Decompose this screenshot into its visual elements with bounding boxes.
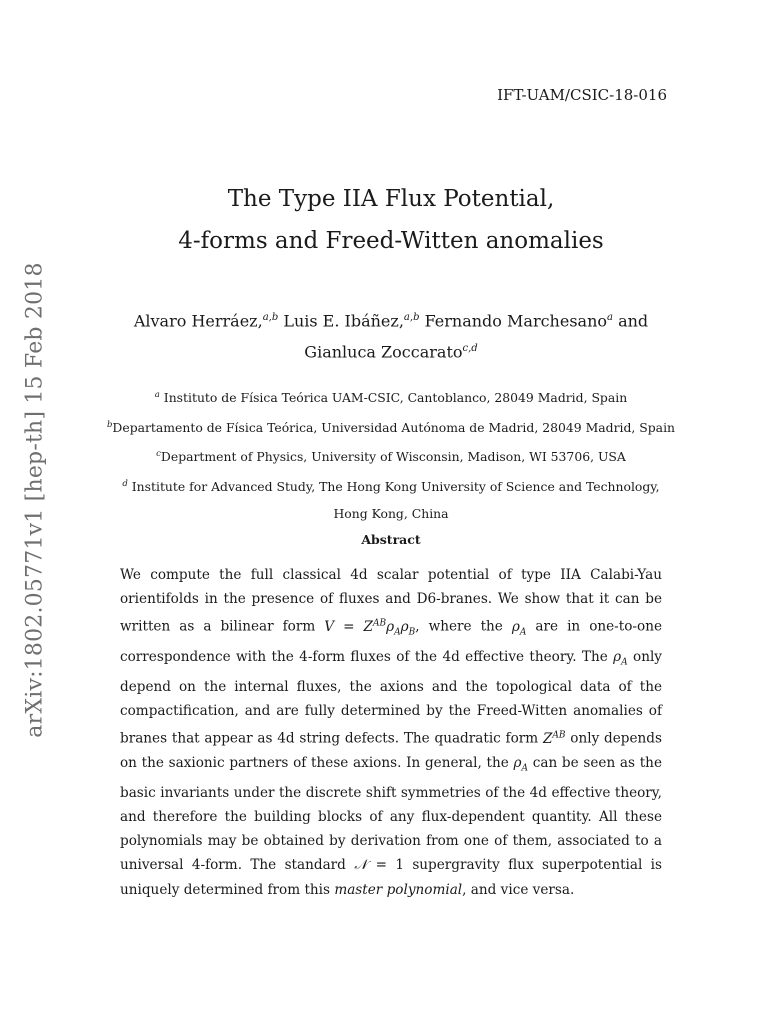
abstract-heading: Abstract xyxy=(361,532,421,547)
affiliation-b xyxy=(0,412,768,442)
math-z-ab xyxy=(543,731,566,747)
author-line-1 xyxy=(0,304,768,335)
math-rho-a xyxy=(613,648,628,668)
abstract-body xyxy=(120,563,662,902)
author-name: Alvaro Herráez, xyxy=(133,311,263,331)
math-rho-a xyxy=(511,618,527,638)
math-symbol: Z xyxy=(363,618,373,635)
author-conjunction: and xyxy=(618,311,649,331)
math-subscript: B xyxy=(408,627,416,638)
math-symbol: ρ xyxy=(511,618,520,635)
math-symbol: ρ xyxy=(400,618,409,635)
abstract-paragraph xyxy=(120,563,662,902)
author-affiliation-mark: c,d xyxy=(462,343,478,355)
math-symbol: = xyxy=(334,618,364,635)
affiliation-c xyxy=(0,441,768,471)
abstract-text: , where the xyxy=(415,618,512,635)
abstract-text: can be seen as the basic invariants under the discrete shift symmetries of the 4d effective theory, and therefore the building blocks of any flux-dependent quantity. All these polynomials may be obtained by derivation from one of them, associated to a universal 4-form. The standard xyxy=(120,754,662,874)
math-rho-a xyxy=(513,754,529,774)
author-affiliation-mark: a,b xyxy=(403,312,420,323)
arxiv-identifier-stamp: arXiv:1802.05771v1 [hep-th] 15 Feb 2018 xyxy=(22,262,48,738)
author-line-2 xyxy=(0,335,768,366)
math-symbol: ρ xyxy=(613,648,622,665)
affiliation-list xyxy=(0,382,768,527)
affiliation-d xyxy=(0,471,768,501)
affiliation-text: Institute for Advanced Study, The Hong Kong University of Science and Technology, xyxy=(127,479,660,494)
author-name: Fernando Marchesano xyxy=(424,311,608,331)
paper-title xyxy=(0,178,768,262)
author-list xyxy=(0,304,768,367)
affiliation-text: Departamento de Física Teórica, Universidad Autónoma de Madrid, 28049 Madrid, Spain xyxy=(112,419,676,435)
title-line-2: 4-forms and Freed-Witten anomalies xyxy=(178,228,604,254)
math-symbol: Z xyxy=(542,730,553,747)
emphasized-term: master polynomial xyxy=(334,881,463,898)
affiliation-text: Instituto de Física Teórica UAM-CSIC, Cantoblanco, 28049 Madrid, Spain xyxy=(159,390,628,406)
author-affiliation-mark: a xyxy=(607,312,613,323)
math-subscript: A xyxy=(521,763,528,774)
equation-bilinear-form xyxy=(324,618,416,638)
abstract-text: only depends on the saxionic partners of these axions. In general, the xyxy=(120,730,662,771)
abstract-text: We compute the full classical 4d scalar potential of type IIA Calabi-Yau orientifolds in the presence of fluxes and D6-branes. We show that it can be written as a bilinear form xyxy=(120,567,662,635)
author-name: Luis E. Ibáñez, xyxy=(283,311,404,331)
math-subscript: A xyxy=(519,627,527,638)
author-name: Gianluca Zoccarato xyxy=(304,342,463,362)
math-n-equals-1 xyxy=(354,857,404,873)
affiliation-a xyxy=(0,382,768,412)
math-symbol: ρ xyxy=(513,754,522,771)
report-number: IFT-UAM/CSIC-18-016 xyxy=(497,86,667,104)
title-line-1: The Type IIA Flux Potential, xyxy=(227,186,555,212)
abstract-text: only depend on the internal fluxes, the axions and the topological data of the compactification, and are fully determined by the Freed-Witten anomalies of branes that appear as 4d string defects. The quadratic form xyxy=(120,648,662,747)
math-superscript: AB xyxy=(372,618,387,629)
abstract-text: , and vice versa. xyxy=(462,881,575,898)
math-symbol: 𝒩 xyxy=(354,857,368,874)
math-subscript: A xyxy=(621,657,628,668)
affiliation-mark: b xyxy=(106,419,113,430)
affiliation-mark: d xyxy=(122,478,128,489)
affiliation-mark: a xyxy=(154,390,160,400)
abstract-text: supergravity flux superpotential is uniquely determined from this xyxy=(120,857,662,898)
math-superscript: AB xyxy=(552,730,566,741)
math-symbol: ρ xyxy=(386,618,395,635)
affiliation-mark: c xyxy=(156,449,161,460)
math-subscript: A xyxy=(394,627,401,638)
abstract-text: are in one-to-one correspondence with the 4-form fluxes of the 4d effective theory. The xyxy=(120,618,662,665)
author-affiliation-mark: a,b xyxy=(262,312,279,323)
affiliation-d-continued xyxy=(0,501,768,528)
math-symbol: V xyxy=(324,618,335,635)
math-symbol: = 1 xyxy=(367,857,404,874)
affiliation-text: Hong Kong, China xyxy=(333,505,449,521)
affiliation-text: Department of Physics, University of Wisconsin, Madison, WI 53706, USA xyxy=(160,449,626,465)
